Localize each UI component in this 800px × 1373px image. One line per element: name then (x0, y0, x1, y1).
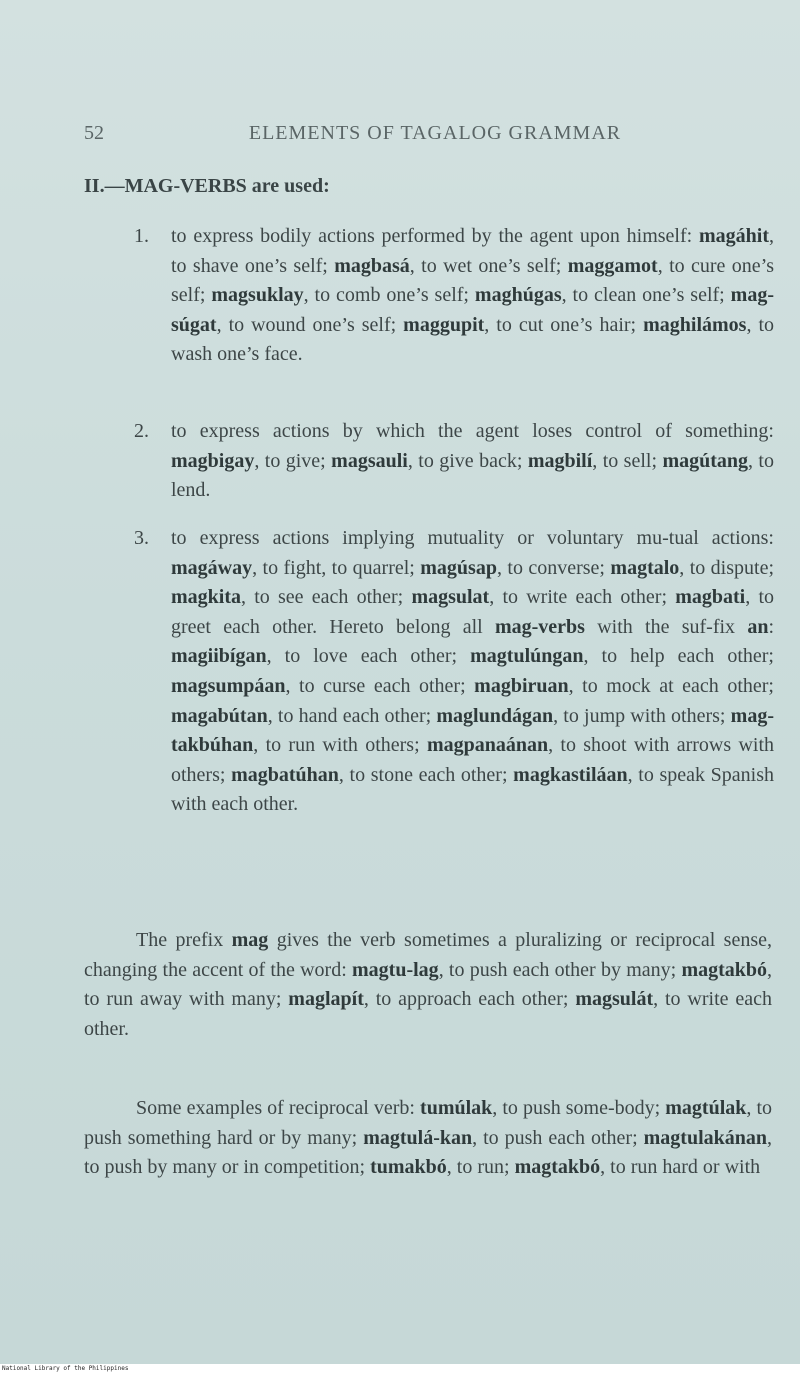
running-title: ELEMENTS OF TAGALOG GRAMMAR (248, 122, 622, 144)
list-item-text: to express actions by which the agent loses control of something: magbigay, to give; magsauli, to give back; magbilí, to sell; magútang, to lend. (171, 420, 774, 502)
list-item-text: to express bodily actions performed by the agent upon himself: magáhit, to shave one’s self; magbasá, to wet one’s self; maggamot, to cure one’s self; magsuklay, to comb one’s self; maghúgas, to clean one’s self; mag-súgat, to wound one’s self; maggupit, to cut one’s hair; maghilámos, to wash one’s face. (171, 225, 774, 366)
library-credit: National Library of the Philippines (2, 1365, 129, 1372)
list-item-text: to express actions implying mutuality or voluntary mu-tual actions: magáway, to fight, to quarrel; magúsap, to converse; magtalo, to dispute; magkita, to see each other; magsulat, to write each other; magbati, to greet each other. Hereto belong all mag-verbs with the suf-fix an: magiibígan, to love each other; magtulúngan, to help each other; magsumpáan, to curse each other; magbiruan, to mock at each other; magabútan, to hand each other; maglundágan, to jump with others; mag-takbúhan, to run with others; magpanaánan, to shoot with arrows with others; magbatúhan, to stone each other; magkastiláan, to speak Spanish with each other. (171, 527, 775, 816)
list-item-2 (134, 417, 774, 506)
list-item-number: 2. (134, 420, 149, 442)
list-item-number: 1. (134, 225, 149, 247)
list-item-1 (134, 222, 774, 370)
paragraph-reciprocal-examples: Some examples of reciprocal verb: tumúlak, to push some-body; magtúlak, to push something hard or by many; magtulá-kan, to push each other; magtulakánan, to push by many or in competition; tumakbó, to run; magtakbó, to run hard or with (84, 1097, 772, 1179)
list-item-number: 3. (134, 527, 149, 549)
paragraph-prefix-mag: The prefix mag gives the verb sometimes a pluralizing or reciprocal sense, changing the accent of the word: magtu-lag, to push each other by many; magtakbó, to run away with many; maglapít, to approach each other; magsulát, to write each other. (84, 929, 773, 1040)
page-number: 52 (84, 122, 104, 144)
list-item-3 (134, 524, 774, 820)
section-heading: II.—MAG-VERBS are used: (84, 175, 330, 197)
